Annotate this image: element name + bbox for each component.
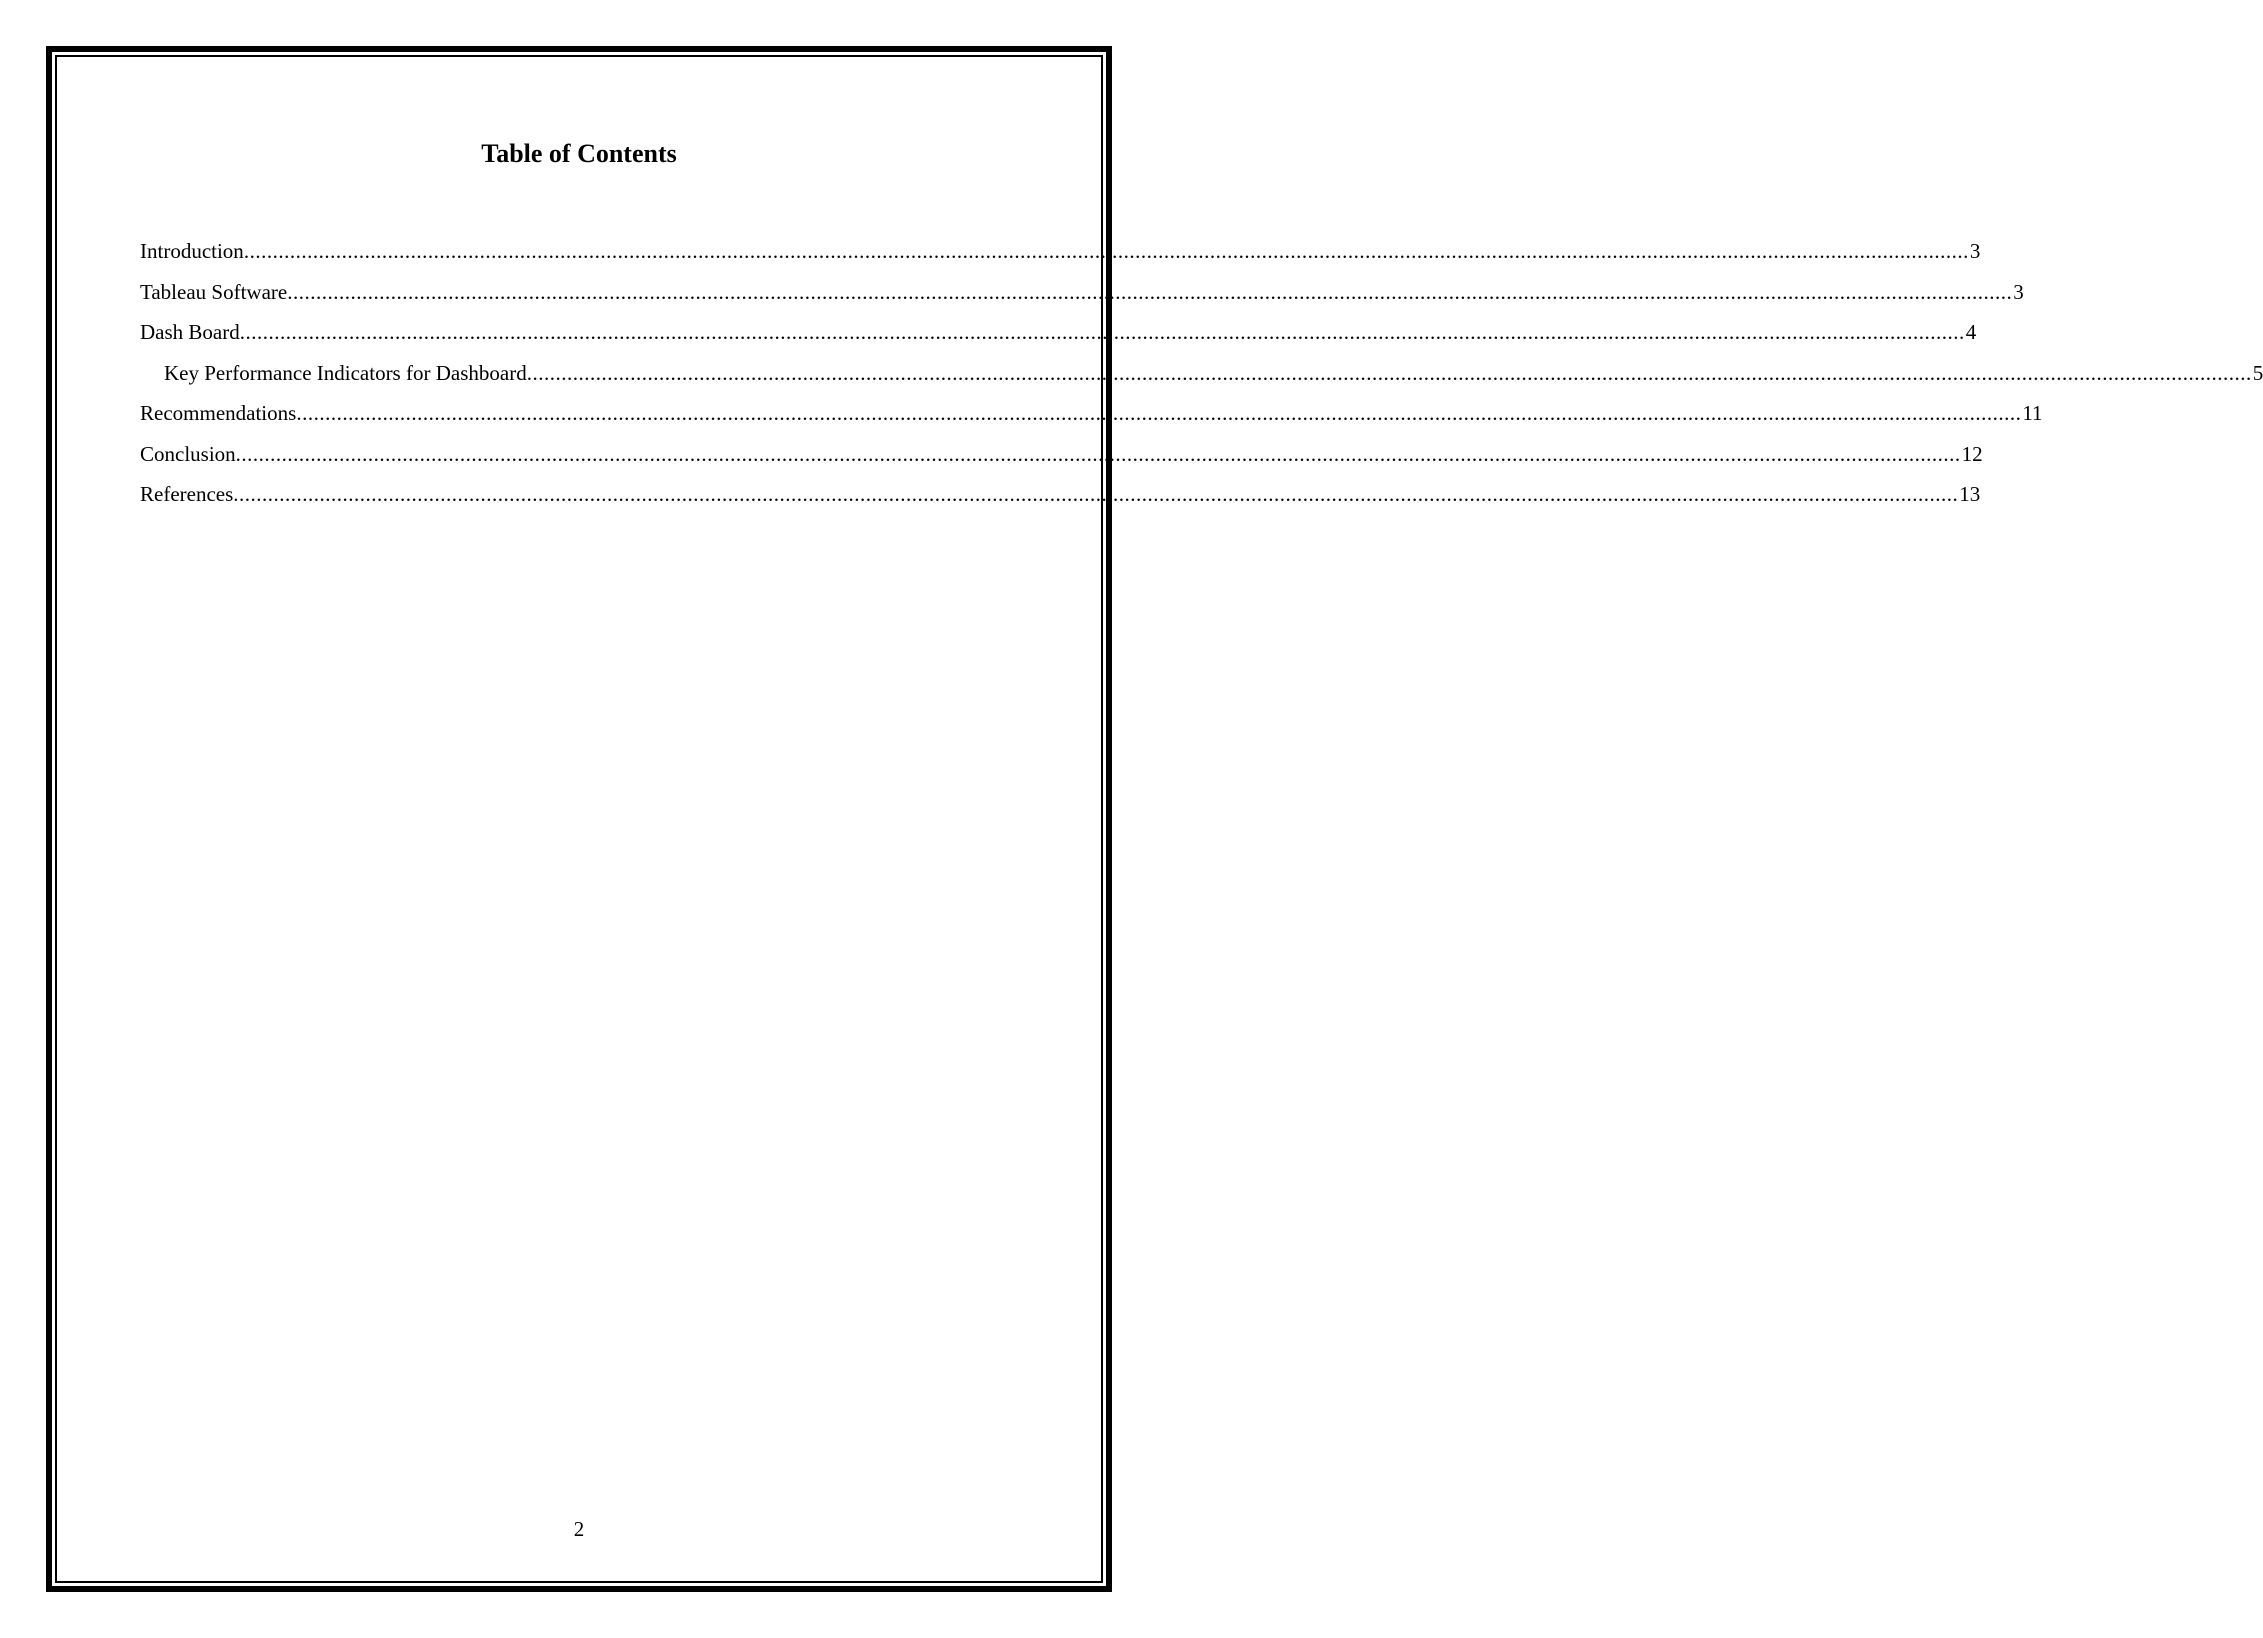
toc-entry-conclusion[interactable] [140,439,1983,480]
toc-leader-dots: ............................................................................................................................................................................................................................................................................................................ [287,279,2013,304]
toc-title: Table of Contents [481,139,677,168]
page-number: 2 [573,1517,585,1541]
toc-entry-page: 3 [1969,239,1981,263]
toc-entry-label: Tableau Software [140,279,288,304]
toc-entry-page: 3 [2013,279,2024,304]
toc-entry-recommendations[interactable] [140,398,2043,439]
toc-leader-dots: ............................................................................................................................................................................................................................................................................................................ [239,320,1965,344]
toc-leader-dots: ............................................................................................................................................................................................................................................................................................................ [243,239,1969,263]
toc-leader-dots: ............................................................................................................................................................................................................................................................................................................ [233,482,1959,506]
toc-entry-page: 5 [2252,360,2263,385]
toc-entry-introduction[interactable] [140,236,1981,277]
toc-entry-references[interactable] [140,479,1981,520]
toc-entry-label: Key Performance Indicators for Dashboard [164,360,527,385]
toc-entry-page: 13 [1959,482,1981,506]
toc-entry-page: 4 [1965,320,1977,344]
toc-list [140,236,2263,520]
toc-entry-dash-board[interactable] [140,317,1977,358]
toc-entry-label: References [140,482,234,506]
toc-entry-label: Dash Board [140,320,240,344]
toc-entry-label: Conclusion [140,441,236,466]
toc-entry-label: Introduction [140,239,244,263]
toc-leader-dots: ............................................................................................................................................................................................................................................................................................................ [296,401,2022,425]
toc-entry-tableau-software[interactable] [140,277,2024,318]
toc-entry-key-performance-indicators[interactable] [140,358,2263,399]
toc-entry-page: 11 [2022,401,2043,425]
toc-leader-dots: ............................................................................................................................................................................................................................................................................................................ [526,360,2252,385]
toc-leader-dots: ............................................................................................................................................................................................................................................................................................................ [235,441,1961,466]
toc-entry-page: 12 [1961,441,1983,466]
toc-entry-label: Recommendations [140,401,297,425]
